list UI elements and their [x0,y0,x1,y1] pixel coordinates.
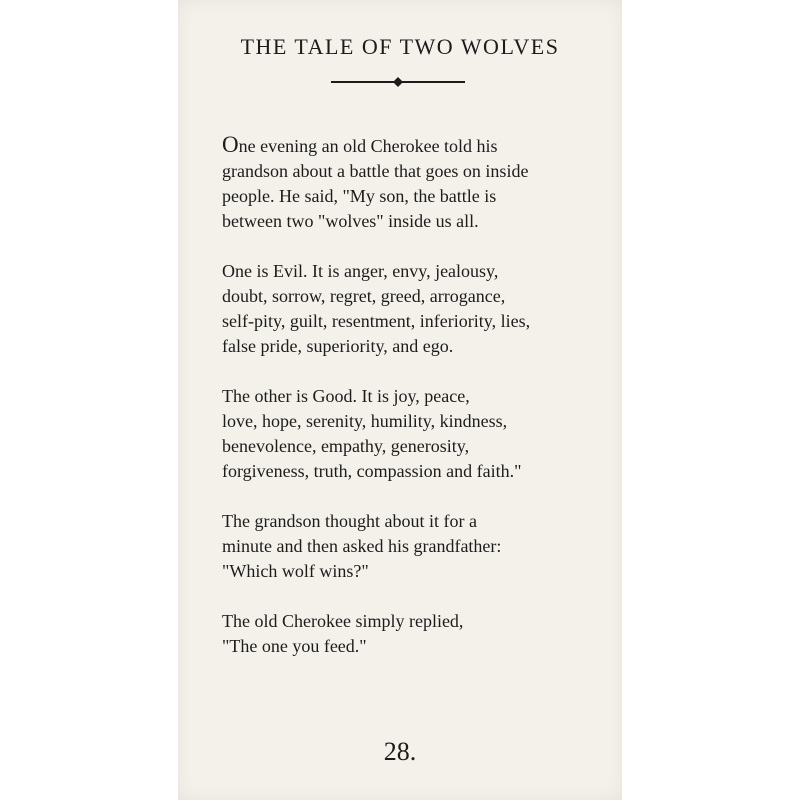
text-line: grandson about a battle that goes on inside [222,161,529,181]
page-number: 28. [383,737,417,766]
text-line: benevolence, empathy, generosity, [222,436,470,456]
book-page [178,0,622,800]
text-line: between two "wolves" inside us all. [222,211,479,231]
text-line: One is Evil. It is anger, envy, jealousy, [222,261,499,281]
line-diamond-ornament-icon [331,74,465,90]
text-line: The other is Good. It is joy, peace, [222,386,470,406]
paragraph-answer [222,609,602,659]
drop-cap: O [222,132,239,157]
text-line: people. He said, "My son, the battle is [222,186,497,206]
text-line: The old Cherokee simply replied, [222,611,464,631]
text-line: love, hope, serenity, humility, kindness, [222,411,508,431]
paragraph-evil [222,259,602,359]
page-title: THE TALE OF TWO WOLVES [240,34,560,59]
text-line: doubt, sorrow, regret, greed, arrogance, [222,286,506,306]
paragraph-intro [222,132,602,234]
text-line: The grandson thought about it for a [222,511,477,531]
text-line-rest: ne evening an old Cherokee told his [238,136,498,156]
text-line [222,132,602,159]
text-line: minute and then asked his grandfather: [222,536,502,556]
paragraph-question [222,509,602,584]
story-body [222,132,602,684]
text-line: false pride, superiority, and ego. [222,336,454,356]
text-line: "The one you feed." [222,636,367,656]
text-line: "Which wolf wins?" [222,561,369,581]
text-line: forgiveness, truth, compassion and faith." [222,461,522,481]
text-line: self-pity, guilt, resentment, inferiority, lies, [222,311,531,331]
paragraph-good [222,384,602,484]
